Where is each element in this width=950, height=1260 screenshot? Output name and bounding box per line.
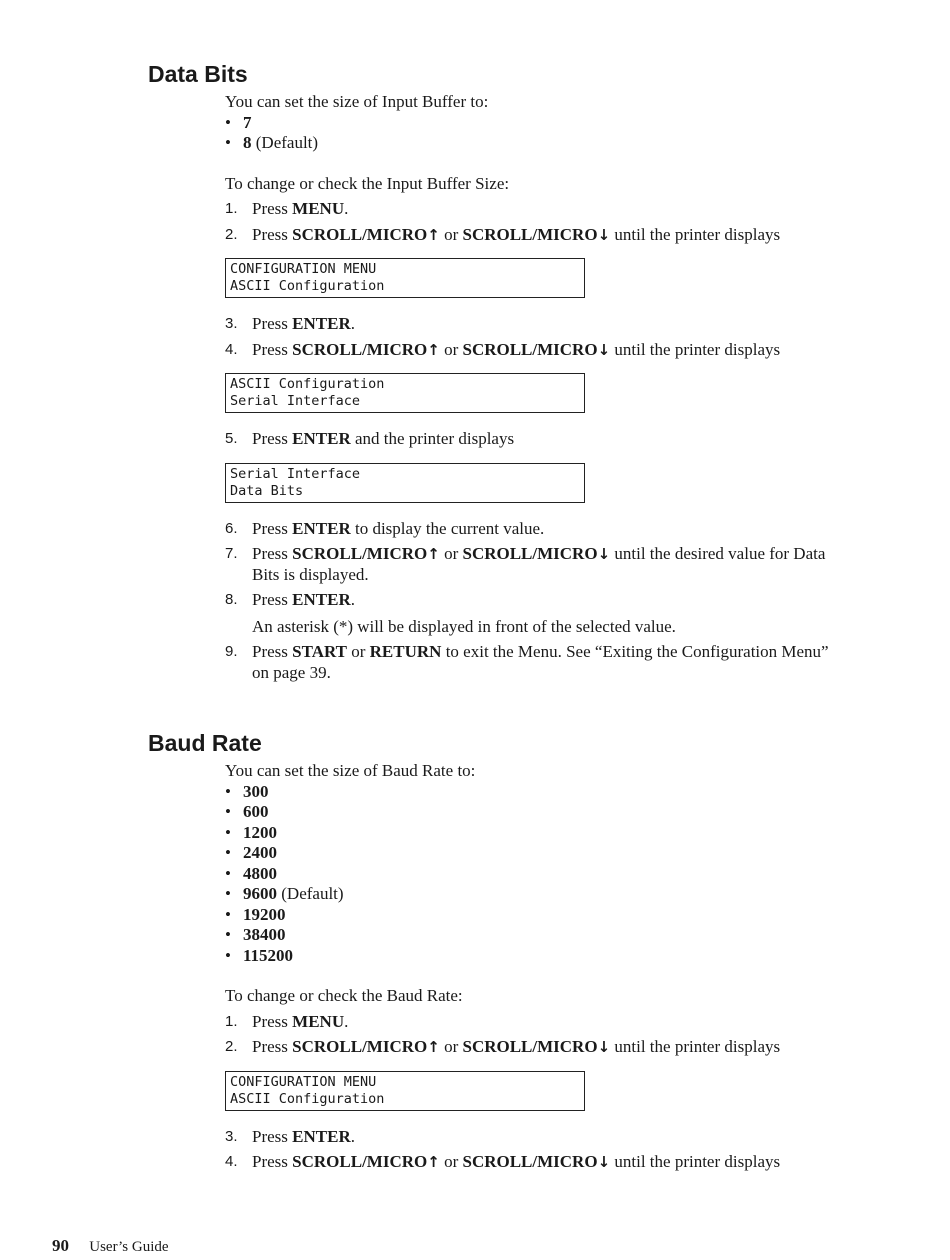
step-item	[225, 519, 848, 540]
intro-text: You can set the size of Baud Rate to:	[225, 761, 476, 780]
option-list	[225, 113, 848, 154]
step-text: Press ENTER and the printer displays	[252, 429, 515, 448]
section-body	[225, 761, 848, 1173]
step-text: Press SCROLL/MICRO↑ or SCROLL/MICRO↓ until the printer displays	[252, 339, 781, 359]
step-item	[225, 1152, 848, 1173]
step-number: 5.	[225, 430, 238, 447]
step-text: Press SCROLL/MICRO↑ or SCROLL/MICRO↓ until the printer displays	[252, 1037, 781, 1056]
step-number: 4.	[225, 340, 238, 358]
step-number: 3.	[225, 315, 238, 332]
printer-display-box	[225, 463, 585, 503]
arrow-down-icon: ↓	[597, 225, 611, 244]
display-line: ASCII Configuration	[230, 376, 385, 392]
option-item: • 8 (Default)	[225, 133, 848, 154]
step-number: 1.	[225, 200, 238, 217]
step-item	[225, 1037, 848, 1111]
step-text: Press ENTER.	[252, 1126, 355, 1146]
step-text: Press ENTER.	[252, 314, 355, 333]
section-title: Data Bits	[148, 61, 248, 87]
step-item	[225, 225, 848, 299]
arrow-down-icon: ↓	[597, 545, 611, 563]
option-item: • 9600 (Default)	[225, 884, 848, 905]
step-item	[225, 544, 848, 585]
step-text: Press ENTER.	[252, 590, 355, 609]
section-body	[225, 92, 848, 683]
option-item: • 300	[225, 782, 848, 803]
data-bits-section	[148, 60, 848, 683]
steps-list	[225, 199, 848, 683]
arrow-up-icon: ↑	[427, 340, 440, 359]
step-number: 9.	[225, 643, 238, 660]
step-item	[225, 314, 848, 335]
step-text: Press MENU.	[252, 1011, 349, 1031]
option-item: • 7	[225, 113, 848, 134]
display-line: Serial Interface	[230, 393, 361, 409]
step-number: 2.	[225, 225, 238, 243]
printer-display-box	[225, 258, 585, 298]
option-item: • 4800	[225, 864, 848, 885]
arrow-up-icon: ↑	[427, 545, 440, 563]
section-title: Baud Rate	[148, 730, 262, 756]
step-item	[225, 1012, 848, 1033]
step-text: Press ENTER to display the current value.	[252, 518, 545, 538]
display-line: Data Bits	[230, 482, 304, 499]
step-number: 6.	[225, 519, 238, 537]
step-item	[225, 590, 848, 637]
step-number: 1.	[225, 1012, 238, 1030]
change-intro: To change or check the Baud Rate:	[225, 986, 463, 1005]
arrow-down-icon: ↓	[597, 1153, 611, 1171]
step-item	[225, 340, 848, 414]
arrow-up-icon: ↑	[427, 225, 440, 244]
option-item: • 1200	[225, 823, 848, 844]
step-text: Press SCROLL/MICRO↑ or SCROLL/MICRO↓ until the printer displays	[252, 224, 781, 244]
step-note: An asterisk (*) will be displayed in front of the selected value.	[252, 616, 676, 636]
option-item: • 19200	[225, 905, 848, 926]
step-number: 2.	[225, 1038, 238, 1055]
intro-text: You can set the size of Input Buffer to:	[225, 92, 489, 111]
page-number: 90	[52, 1236, 69, 1255]
step-number: 4.	[225, 1153, 238, 1170]
steps-list	[225, 1012, 848, 1173]
step-number: 3.	[225, 1127, 238, 1145]
guide-title: User’s Guide	[89, 1239, 169, 1255]
display-line: CONFIGURATION MENU	[230, 261, 377, 277]
step-item	[225, 642, 848, 683]
display-line: ASCII Configuration	[230, 1090, 385, 1107]
arrow-up-icon: ↑	[427, 1038, 440, 1056]
arrow-down-icon: ↓	[597, 1038, 611, 1056]
step-number: 8.	[225, 591, 238, 608]
option-list	[225, 782, 848, 967]
arrow-down-icon: ↓	[597, 340, 611, 359]
option-item: • 2400	[225, 843, 848, 864]
step-number: 7.	[225, 545, 238, 562]
option-item: • 115200	[225, 946, 848, 967]
display-line: ASCII Configuration	[230, 278, 385, 294]
step-item	[225, 1127, 848, 1148]
step-text: Press SCROLL/MICRO↑ or SCROLL/MICRO↓ until the desired value for Data Bits is displayed.	[252, 544, 826, 584]
step-text: Press START or RETURN to exit the Menu. See “Exiting the Configuration Menu” on page 39.	[252, 642, 829, 682]
arrow-up-icon: ↑	[427, 1153, 440, 1171]
step-text: Press SCROLL/MICRO↑ or SCROLL/MICRO↓ until the printer displays	[252, 1152, 781, 1171]
display-line: Serial Interface	[230, 465, 361, 482]
printer-display-box	[225, 373, 585, 413]
step-item	[225, 199, 848, 220]
page-footer	[52, 1236, 169, 1256]
display-line: CONFIGURATION MENU	[230, 1073, 377, 1090]
step-text: Press MENU.	[252, 199, 349, 218]
baud-rate-section	[148, 729, 848, 1173]
change-intro: To change or check the Input Buffer Size:	[225, 173, 510, 193]
option-item: • 38400	[225, 925, 848, 946]
option-item: • 600	[225, 802, 848, 823]
step-item	[225, 429, 848, 503]
printer-display-box	[225, 1071, 585, 1111]
